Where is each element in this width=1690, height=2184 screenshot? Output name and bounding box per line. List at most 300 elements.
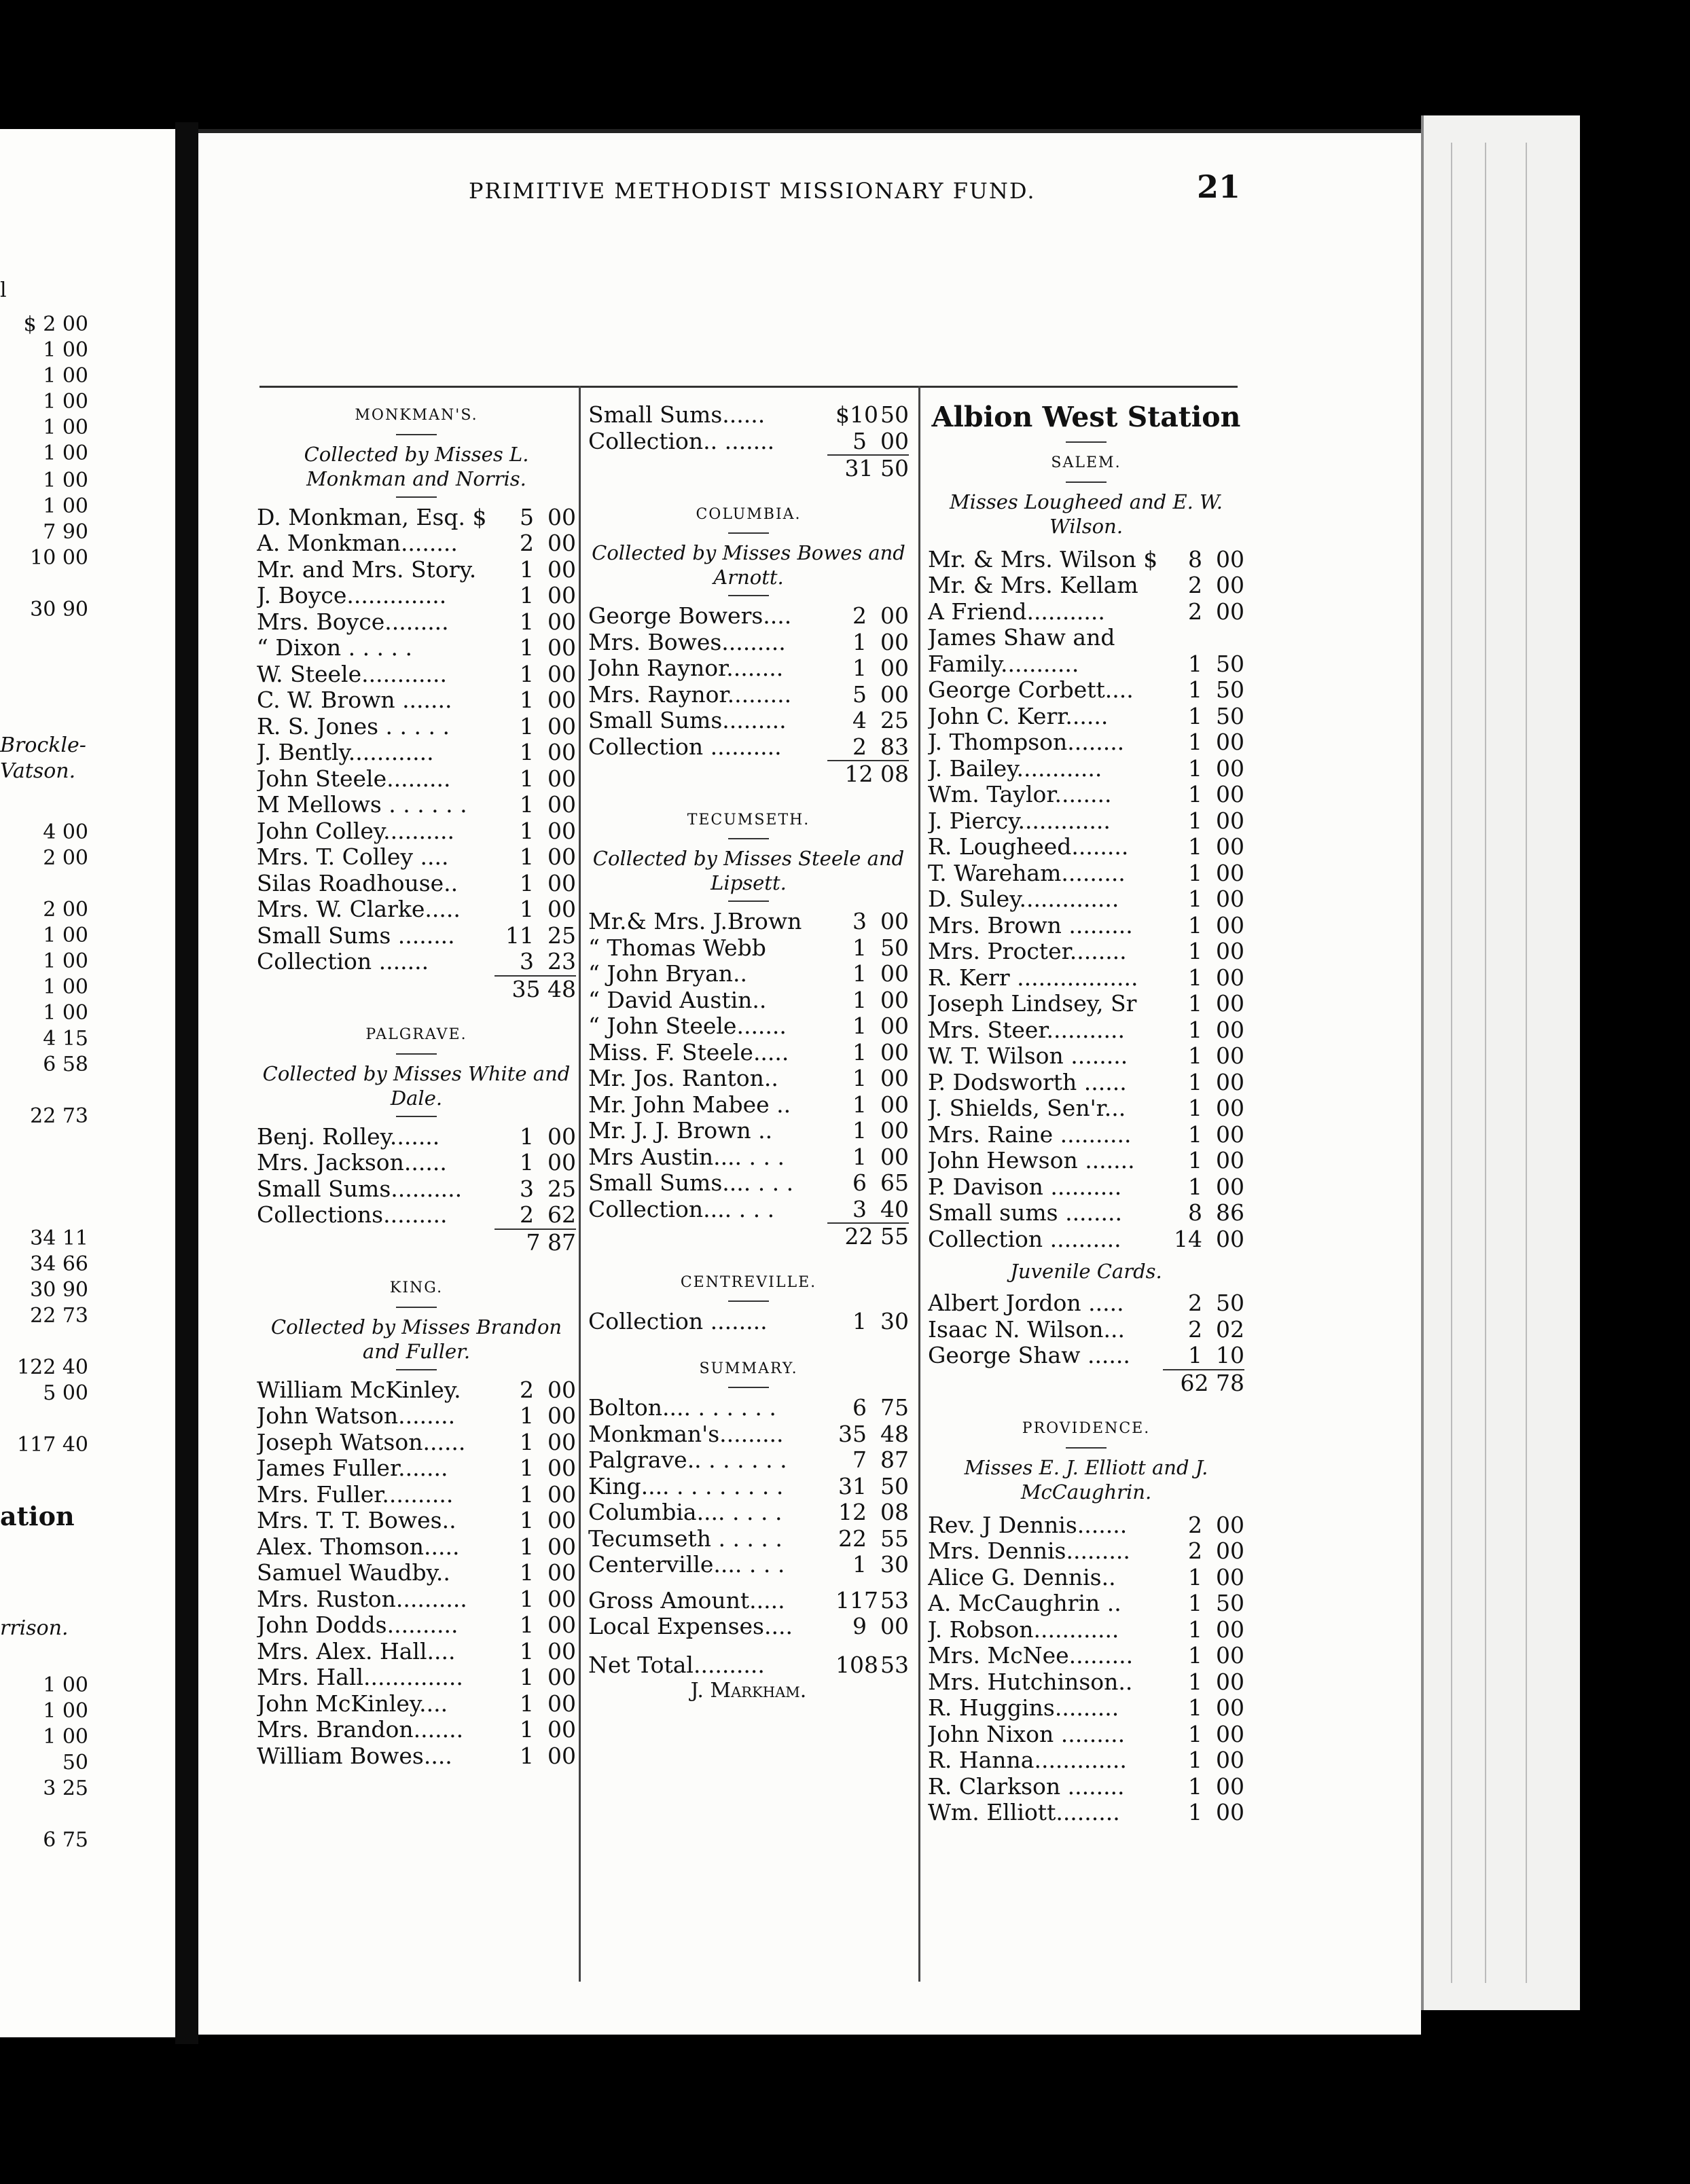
amount-dollars: 1	[520, 1664, 534, 1690]
amount-cents: 00	[547, 791, 576, 818]
amount-cents: 10	[1216, 1342, 1244, 1368]
amount-cents: 00	[547, 712, 576, 740]
donor-name: “ John Steele.......	[588, 1013, 787, 1039]
amount-cents: 30	[880, 1551, 909, 1578]
donor-name: Small sums ........	[928, 1200, 1122, 1226]
list-item	[928, 599, 1244, 625]
amount-dollars: 1	[852, 1091, 867, 1118]
list-item	[257, 1560, 576, 1586]
amount-cents: 00	[1216, 1147, 1244, 1173]
prev-page-amount: 6 58	[43, 1053, 88, 1076]
amount-cents: 48	[880, 1420, 909, 1447]
list-item	[257, 1430, 576, 1456]
list-juvenile	[928, 1290, 1244, 1369]
donor-name: John C. Kerr......	[928, 703, 1109, 729]
amount-cents: 00	[1216, 1511, 1244, 1538]
amount-dollars: 35	[838, 1420, 867, 1447]
donor-name: Collection .......	[257, 949, 429, 975]
amount-dollars: 1	[852, 1117, 867, 1144]
total-tecumseth: 22 55	[827, 1222, 909, 1249]
amount-cents: 00	[547, 1123, 576, 1150]
donor-name: T. Wareham.........	[928, 860, 1126, 886]
total-albion-west: 62 78	[1163, 1369, 1244, 1396]
amount-cents: 00	[547, 1637, 576, 1664]
donor-name: Mrs. T. Colley ....	[257, 844, 449, 870]
list-tecumseth	[588, 909, 909, 1222]
amount-dollars: 1	[520, 1428, 534, 1455]
amount-dollars: 1	[1188, 1642, 1202, 1669]
donor-name: William Bowes....	[257, 1743, 452, 1769]
list-item	[928, 1174, 1244, 1201]
prev-page-amount: $ 2 00	[23, 312, 88, 336]
section-heading-juvenile: Juvenile Cards.	[1010, 1260, 1162, 1283]
amount-cents: 00	[880, 427, 909, 454]
list-item	[928, 1695, 1244, 1722]
amount-cents: 00	[880, 1038, 909, 1066]
donor-name: Mrs. Hall..............	[257, 1664, 463, 1690]
prev-page-amount: 1 00	[43, 1699, 88, 1723]
amount-dollars: 3	[520, 1175, 534, 1202]
list-item	[257, 1664, 576, 1691]
donor-name: A. Monkman........	[257, 530, 458, 556]
total-columbia: 12 08	[827, 760, 909, 786]
prev-page-amount: 34 11	[30, 1226, 88, 1250]
amount-cents: 00	[1216, 1747, 1244, 1773]
donor-name: J. Piercy.............	[928, 807, 1111, 834]
amount-cents: 00	[547, 687, 576, 713]
amount-cents: 00	[1216, 807, 1244, 834]
amount-dollars: 1	[1188, 1068, 1202, 1095]
list-item	[257, 557, 576, 583]
donor-name: C. W. Brown .......	[257, 687, 452, 713]
list-item	[588, 1395, 909, 1421]
list-item	[588, 1421, 909, 1448]
amount-dollars: 2	[1188, 1315, 1202, 1343]
amount-dollars: 1	[520, 791, 534, 818]
donor-name: Collection ..........	[588, 733, 782, 760]
donor-name: R. Kerr .................	[928, 964, 1138, 991]
list-item	[257, 1534, 576, 1561]
donor-name: John Steele.........	[257, 765, 451, 792]
amount-dollars: 1	[520, 817, 534, 844]
donor-name: Mrs. Boyce.........	[257, 608, 449, 635]
amount-dollars: $10	[835, 401, 878, 428]
amount-cents: 00	[1216, 1668, 1244, 1695]
amount-dollars: 22	[838, 1525, 867, 1552]
prev-page-amount: 3 25	[43, 1777, 88, 1800]
amount-cents: 00	[880, 960, 909, 987]
donor-name: Mr. & Mrs. Wilson $	[928, 546, 1158, 572]
list-item	[257, 1403, 576, 1430]
donor-name: J. Bently............	[257, 740, 434, 765]
donor-name: Bolton.... . . . . . .	[588, 1395, 776, 1421]
amount-dollars: 31	[838, 1472, 867, 1499]
amount-cents: 00	[547, 1376, 576, 1403]
amount-cents: 00	[880, 628, 909, 655]
donor-name: Rev. J Dennis.......	[928, 1512, 1128, 1538]
amount-dollars: 1	[520, 582, 534, 608]
prev-page-amount: 1 00	[43, 975, 88, 999]
amount-dollars: 4	[852, 707, 867, 733]
list-item	[928, 808, 1244, 835]
amount-dollars: 5	[520, 503, 534, 530]
list-summary	[588, 1395, 909, 1578]
amount-cents: 30	[880, 1308, 909, 1334]
prev-page-text: Brockle-	[0, 733, 86, 757]
amount-cents: 00	[547, 1455, 576, 1481]
donor-name: R. Huggins.........	[928, 1695, 1119, 1721]
donor-name: R. Lougheed........	[928, 834, 1129, 860]
prev-page-amount: 1 00	[43, 494, 88, 518]
prev-page-amount: 1 00	[43, 1725, 88, 1749]
list-palgrave	[257, 1124, 576, 1228]
donor-name: W. T. Wilson ........	[928, 1043, 1128, 1069]
column-1	[257, 402, 576, 1769]
list-item	[257, 505, 576, 531]
prev-page-amount: 10 00	[30, 546, 88, 570]
list-item	[588, 655, 909, 682]
donor-name: Mrs. Hutchinson..	[928, 1669, 1133, 1695]
donor-name: Mrs. Alex. Hall....	[257, 1638, 456, 1664]
donor-name: R. S. Jones . . . . .	[257, 713, 450, 740]
donor-name: Mrs. Procter........	[928, 939, 1127, 964]
donor-name: A. McCaughrin ..	[928, 1590, 1121, 1616]
donor-name: Small Sums.........	[588, 708, 787, 733]
list-item	[928, 913, 1244, 939]
donor-name: R. Clarkson ........	[928, 1773, 1125, 1800]
list-item	[928, 1512, 1244, 1539]
amount-cents: 00	[1216, 911, 1244, 939]
amount-cents: 00	[1216, 572, 1244, 598]
list-item	[928, 834, 1244, 860]
donor-name: P. Dodsworth ......	[928, 1069, 1127, 1095]
list-item	[257, 1586, 576, 1613]
amount-dollars: 1	[852, 1308, 867, 1334]
book-gutter	[175, 122, 198, 2044]
amount-cents: 00	[547, 1612, 576, 1638]
prev-page-amount: 122 40	[17, 1355, 88, 1379]
amount-dollars: 1	[520, 1637, 534, 1664]
donor-name: George Shaw ......	[928, 1343, 1130, 1368]
amount-cents: 00	[880, 1013, 909, 1039]
list-item	[257, 609, 576, 636]
header-rule	[259, 386, 1238, 388]
signature: J. Markham.	[690, 1679, 807, 1703]
prev-page-text: l	[0, 278, 7, 302]
amount-cents: 00	[547, 582, 576, 608]
section-heading-columbia: COLUMBIA.	[696, 505, 802, 523]
total-king: 31 50	[827, 454, 909, 481]
list-item	[928, 677, 1244, 704]
amount-cents: 00	[547, 1585, 576, 1612]
donor-name: Joseph Watson......	[257, 1429, 466, 1455]
donor-name: Mr. John Mabee ..	[588, 1091, 791, 1118]
amount-cents: 00	[1216, 1121, 1244, 1148]
list-item	[257, 1455, 576, 1482]
amount-cents: 00	[1216, 754, 1244, 782]
prev-page-amount: 117 40	[17, 1433, 88, 1457]
donor-name: Wm. Taylor........	[928, 782, 1112, 807]
amount-cents: 00	[880, 1065, 909, 1091]
amount-dollars: 1	[1188, 676, 1202, 703]
donor-name: R. Hanna.............	[928, 1747, 1127, 1773]
amount-cents: 00	[547, 1690, 576, 1717]
page-edge	[1421, 115, 1580, 2010]
amount-dollars: 5	[852, 427, 867, 454]
section-heading-summary: SUMMARY.	[699, 1360, 798, 1377]
list-item	[257, 583, 576, 609]
amount-cents: 00	[547, 739, 576, 765]
amount-dollars: 1	[852, 934, 867, 961]
section-heading-providence: PROVIDENCE.	[1022, 1420, 1151, 1437]
amount-cents: 00	[880, 986, 909, 1013]
list-item	[257, 1202, 576, 1228]
amount-dollars: 1	[852, 655, 867, 681]
amount-dollars: 1	[852, 986, 867, 1013]
amount-cents: 00	[1216, 1016, 1244, 1043]
amount-dollars: 7	[852, 1446, 867, 1473]
donor-name: Mrs. Fuller..........	[257, 1481, 454, 1508]
section-heading-tecumseth: TECUMSETH.	[687, 811, 810, 829]
prev-page-amount: 1 00	[43, 469, 88, 492]
prev-page-amount: 1 00	[43, 1001, 88, 1025]
list-item	[928, 1669, 1244, 1696]
list-item	[928, 1317, 1244, 1343]
prev-page-amount: 4 00	[43, 820, 88, 844]
donor-name: John Raynor........	[588, 655, 784, 681]
amount-cents: 62	[547, 1201, 576, 1228]
amount-dollars: 1	[1188, 1772, 1202, 1800]
amount-cents: 00	[1216, 1799, 1244, 1825]
donor-name: John Dodds..........	[257, 1612, 459, 1638]
list-item	[257, 923, 576, 949]
list-item	[588, 909, 909, 935]
list-item	[588, 1144, 909, 1171]
list-item	[257, 1743, 576, 1770]
donor-name: King.... . . . . . . . .	[588, 1473, 784, 1499]
list-item	[257, 1150, 576, 1176]
list-item	[257, 792, 576, 818]
amount-cents: 00	[547, 1742, 576, 1769]
donor-name: J. Shields, Sen'r...	[928, 1095, 1126, 1121]
donor-name: Mrs. Raine ..........	[928, 1121, 1132, 1148]
donor-name: Mr. & Mrs. Kellam	[928, 572, 1138, 598]
amount-dollars: 1	[852, 1143, 867, 1170]
list-item	[928, 1617, 1244, 1643]
donor-name: Alice G. Dennis..	[928, 1564, 1116, 1590]
donor-name: Benj. Rolley.......	[257, 1123, 440, 1150]
donor-name: “ David Austin..	[588, 987, 767, 1013]
collectors-tecumseth: Collected by Misses Steele and Lipsett.	[592, 847, 905, 894]
amount-dollars: 1	[852, 628, 867, 655]
donor-name: William McKinley.	[257, 1377, 461, 1403]
amount-cents: 87	[880, 1446, 909, 1473]
amount-dollars: 1	[1188, 1747, 1202, 1773]
amount-dollars: 2	[520, 1201, 534, 1228]
list-item	[928, 939, 1244, 965]
amount-cents: 50	[880, 1472, 909, 1499]
amount-dollars: 1	[520, 1690, 534, 1717]
total-monkmans: 35 48	[495, 975, 576, 1002]
list-item	[928, 1643, 1244, 1669]
list-item	[257, 1124, 576, 1150]
donor-name: Mrs. Brandon.......	[257, 1717, 464, 1743]
list-item	[257, 1639, 576, 1665]
list-item	[257, 766, 576, 793]
list-item	[928, 547, 1244, 573]
amount-dollars: 1	[1188, 702, 1202, 729]
amount-cents: 00	[1216, 1068, 1244, 1095]
list-item	[588, 1309, 909, 1335]
prev-page-amount: 1 00	[43, 390, 88, 414]
amount-dollars: 1	[1188, 754, 1202, 782]
amount-cents: 00	[547, 843, 576, 870]
amount-dollars: 1	[1188, 1668, 1202, 1695]
amount-dollars: 1	[520, 660, 534, 687]
amount-cents: 50	[1216, 1290, 1244, 1316]
total-palgrave: 7 87	[495, 1228, 576, 1255]
amount-cents: 00	[1216, 964, 1244, 991]
amount-dollars: 8	[1188, 1199, 1202, 1226]
donor-name: Collection.. .......	[588, 428, 775, 454]
list-item	[588, 1499, 909, 1526]
amount-cents: 00	[1216, 1537, 1244, 1564]
list-item	[588, 1066, 909, 1092]
donor-name: Mrs. Dennis.........	[928, 1538, 1130, 1564]
donor-name: J. Thompson........	[928, 729, 1125, 755]
prev-page-amount: 1 00	[43, 924, 88, 947]
list-king	[257, 1377, 576, 1770]
list-item	[928, 704, 1244, 730]
amount-cents: 50	[880, 934, 909, 961]
amount-cents	[1202, 625, 1244, 651]
amount-dollars: 1	[1188, 729, 1202, 755]
list-item	[928, 1070, 1244, 1096]
prev-page-amount: 2 00	[43, 846, 88, 870]
amount-cents: 25	[880, 707, 909, 733]
donor-name: Collection ..........	[928, 1226, 1121, 1252]
amount-dollars: 1	[852, 1551, 867, 1578]
amount-cents: 25	[547, 922, 576, 949]
amount-cents: 00	[1216, 1772, 1244, 1800]
column-2	[588, 402, 909, 1705]
list-item	[588, 603, 909, 630]
list-item	[928, 1747, 1244, 1774]
amount-dollars: 1	[1188, 807, 1202, 834]
donor-name: Collections.........	[257, 1202, 448, 1228]
list-item	[928, 1122, 1244, 1148]
amount-dollars: 2	[1188, 1511, 1202, 1538]
amount-cents: 00	[1216, 1095, 1244, 1121]
list-providence	[928, 1512, 1244, 1826]
list-item	[928, 860, 1244, 887]
list-item	[928, 651, 1244, 678]
donor-name: D. Suley..............	[928, 886, 1119, 912]
list-item	[257, 1176, 576, 1203]
amount-dollars: 1	[520, 608, 534, 635]
list-item	[588, 734, 909, 761]
amount-dollars: 2	[1188, 572, 1202, 598]
amount-cents: 00	[547, 1664, 576, 1690]
donor-name: Mrs. Raynor.........	[588, 681, 792, 708]
amount-dollars: 1	[520, 712, 534, 740]
amount-cents: 55	[880, 1525, 909, 1552]
amount-dollars: 3	[852, 1195, 867, 1222]
prev-page-amount: 50	[62, 1751, 88, 1774]
amount-dollars: 1	[520, 843, 534, 870]
list-item	[588, 1526, 909, 1552]
donor-name: Mrs. Bowes.........	[588, 629, 786, 655]
list-centreville	[588, 1309, 909, 1335]
amount-dollars: 1	[520, 1585, 534, 1612]
donor-name: John Watson........	[257, 1403, 456, 1429]
amount-dollars: 1	[520, 1480, 534, 1508]
amount-dollars: 1	[1188, 1616, 1202, 1643]
amount-dollars: 1	[520, 1402, 534, 1429]
list-king-continued	[588, 402, 909, 454]
amount-cents: 00	[547, 1559, 576, 1586]
list-item	[588, 429, 909, 455]
amount-dollars: 1	[1188, 859, 1202, 886]
donor-name: John Nixon .........	[928, 1721, 1126, 1747]
list-item	[257, 949, 576, 975]
donor-name: Family...........	[928, 651, 1079, 677]
amount-dollars: 8	[1188, 545, 1202, 572]
donor-name: Small Sums ........	[257, 922, 455, 949]
amount-dollars: 1	[520, 1742, 534, 1769]
list-item	[928, 1800, 1244, 1826]
list-item	[588, 1118, 909, 1144]
prev-page-amount: 22 73	[30, 1104, 88, 1128]
list-item	[257, 1508, 576, 1534]
list-item	[928, 1590, 1244, 1617]
donor-name: Mrs. Ruston..........	[257, 1586, 467, 1612]
page-number: 21	[1197, 168, 1241, 205]
list-item	[257, 530, 576, 557]
donor-name: Joseph Lindsey, Sr	[928, 991, 1137, 1017]
prev-page-amount: 22 73	[30, 1304, 88, 1328]
list-item	[928, 782, 1244, 808]
donor-name: Small Sums..........	[257, 1176, 463, 1202]
list-item	[928, 1538, 1244, 1565]
amount-dollars: 1	[1188, 911, 1202, 939]
amount-cents: 00	[547, 503, 576, 530]
amount-cents: 00	[1216, 859, 1244, 886]
amount-cents: 02	[1216, 1315, 1244, 1343]
amount-dollars: 1	[852, 960, 867, 987]
donor-name: Wm. Elliott.........	[928, 1800, 1120, 1825]
amount-cents: 00	[1216, 1563, 1244, 1590]
prev-page-amount: 1 00	[43, 364, 88, 388]
list-item	[928, 1343, 1244, 1369]
amount-dollars: 1	[1188, 1590, 1202, 1616]
amount-cents: 00	[547, 1402, 576, 1429]
page-header-title: PRIMITIVE METHODIST MISSIONARY FUND.	[469, 178, 1036, 204]
amount-dollars: 1	[1188, 1173, 1202, 1200]
amount-dollars: 1	[1188, 1342, 1202, 1368]
amount-cents: 00	[547, 1716, 576, 1743]
amount-cents: 00	[547, 765, 576, 792]
donor-name: Mrs Austin.... . . .	[588, 1144, 785, 1170]
donor-name: Miss. F. Steele.....	[588, 1039, 789, 1066]
amount-dollars: 1	[520, 634, 534, 661]
prev-page-amount: 5 00	[43, 1381, 88, 1405]
amount-dollars: 1	[520, 765, 534, 792]
list-item	[257, 844, 576, 871]
amount-dollars: 2	[1188, 1537, 1202, 1564]
list-item	[928, 1043, 1244, 1070]
list-item	[928, 1565, 1244, 1591]
